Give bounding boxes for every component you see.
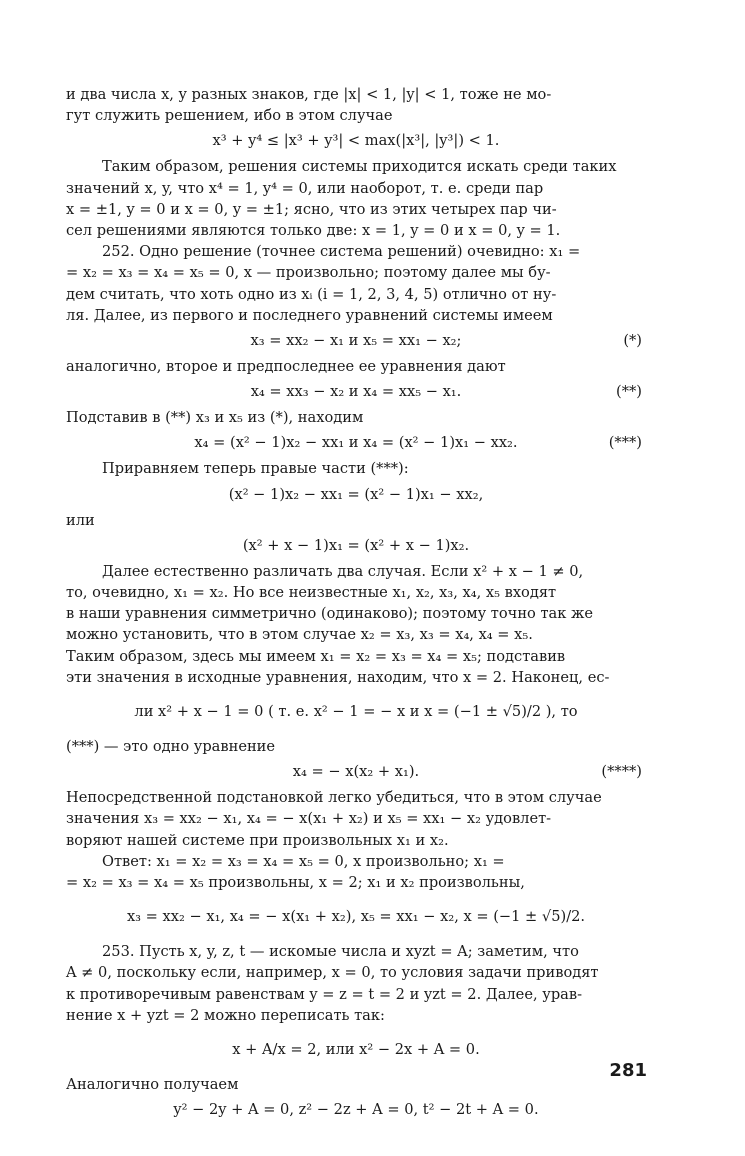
formula-line: ли x² + x − 1 = 0 ( т. е. x² − 1 = − x и x = (−1 ± √5)/2 ), то [134,703,578,721]
line: Подставив в (**) x₃ и x₅ из (*), находим [66,409,364,427]
line: и два числа x, y разных знаков, где |x| < 1, |y| < 1, тоже не мо- [66,86,552,103]
formula: (x² + x − 1)x₁ = (x² + x − 1)x₂. [242,536,470,554]
formula: x³ + y⁴ ≤ |x³ + y³| < max(|x³|, |y³|) < 1. [212,132,500,150]
line: Приравняем теперь правые части (***): [102,460,409,478]
line: Непосредственной подстановкой легко убедиться, что в этом случае [66,789,602,807]
problem-252-start: 252. Одно решение (точнее система решений) очевидно: x₁ = [102,243,581,261]
line: значений x, y, что x⁴ = 1, y⁴ = 0, или наоборот, т. е. среди пар [66,179,544,197]
equation-tag: (*) [623,332,642,350]
line: (***) — это одно уравнение [66,738,276,756]
page-text [66,84,646,1125]
formula: (x² − 1)x₂ − xx₁ = (x² − 1)x₁ − xx₂, [228,485,484,503]
line: Таким образом, здесь мы имеем x₁ = x₂ = x₃ = x₄ = x₅; подставив [66,647,566,665]
line: x = ±1, y = 0 и x = 0, y = ±1; ясно, что из этих четырех пар чи- [66,200,557,218]
line: нение x + yzt = 2 можно переписать так: [66,1006,385,1024]
equation-3star: x₄ = (x² − 1)x₂ − xx₁ и x₄ = (x² − 1)x₁ − xx₂. (***) [66,428,646,458]
line: гут служить решением, ибо в этом случае [66,107,393,125]
line: дем считать, что хоть одно из xᵢ (i = 1, 2, 3, 4, 5) отлично от ну- [66,285,557,303]
line: ля. Далее, из первого и последнего уравнений системы имеем [66,306,553,324]
line: = x₂ = x₃ = x₄ = x₅ = 0, x — произвольно; поэтому далее мы бу- [66,264,551,282]
equation-tag: (**) [616,383,642,401]
line: то, очевидно, x₁ = x₂. Но все неизвестные x₁, x₂, x₃, x₄, x₅ входят [66,584,557,602]
equation-star: x₃ = xx₂ − x₁ и x₅ = xx₁ − x₂; (*) [66,326,646,356]
line: к противоречивым равенствам y = z = t = 2 и yzt = 2. Далее, урав- [66,985,583,1003]
page-number: 281 [609,1060,647,1081]
equation-tag: (***) [608,434,642,452]
line: воряют нашей системе при произвольных x₁ и x₂. [66,831,449,849]
line: или [66,511,95,529]
line: значения x₃ = xx₂ − x₁, x₄ = − x(x₁ + x₂) и x₅ = xx₁ − x₂ удовлет- [66,810,552,828]
line: Таким образом, решения системы приходится искать среди таких [102,158,617,176]
line: = x₂ = x₃ = x₄ = x₅ произвольны, x = 2; x₁ и x₂ произвольны, [66,874,525,892]
formula: y² − 2y + A = 0, z² − 2z + A = 0, t² − 2t + A = 0. [173,1101,539,1119]
line: в наши уравнения симметрично (одинаково); поэтому точно так же [66,605,594,623]
answer-line: Ответ: x₁ = x₂ = x₃ = x₄ = x₅ = 0, x произвольно; x₁ = [102,852,505,870]
equation-tag: (****) [601,763,642,781]
line: A ≠ 0, поскольку если, например, x = 0, то условия задачи приводят [66,964,599,982]
line: аналогично, второе и предпоследнее ее уравнения дают [66,358,506,376]
line: сел решениями являются только две: x = 1, y = 0 и x = 0, y = 1. [66,222,561,240]
answer-formula: x₃ = xx₂ − x₁, x₄ = − x(x₁ + x₂), x₅ = xx₁ − x₂, x = (−1 ± √5)/2. [126,908,586,926]
equation-4star: x₄ = − x(x₂ + x₁). (****) [66,757,646,787]
line: можно установить, что в этом случае x₂ = x₃, x₃ = x₄, x₄ = x₅. [66,626,533,644]
problem-253-start: 253. Пусть x, y, z, t — искомые числа и xyzt = A; заметим, что [102,943,579,961]
line: Далее естественно различать два случая. Если x² + x − 1 ≠ 0, [102,562,584,580]
line: эти значения в исходные уравнения, находим, что x = 2. Наконец, ес- [66,668,610,686]
line: Аналогично получаем [66,1076,239,1094]
equation-2star: x₄ = xx₃ − x₂ и x₄ = xx₅ − x₁. (**) [66,377,646,407]
formula: x + A/x = 2, или x² − 2x + A = 0. [232,1041,480,1059]
